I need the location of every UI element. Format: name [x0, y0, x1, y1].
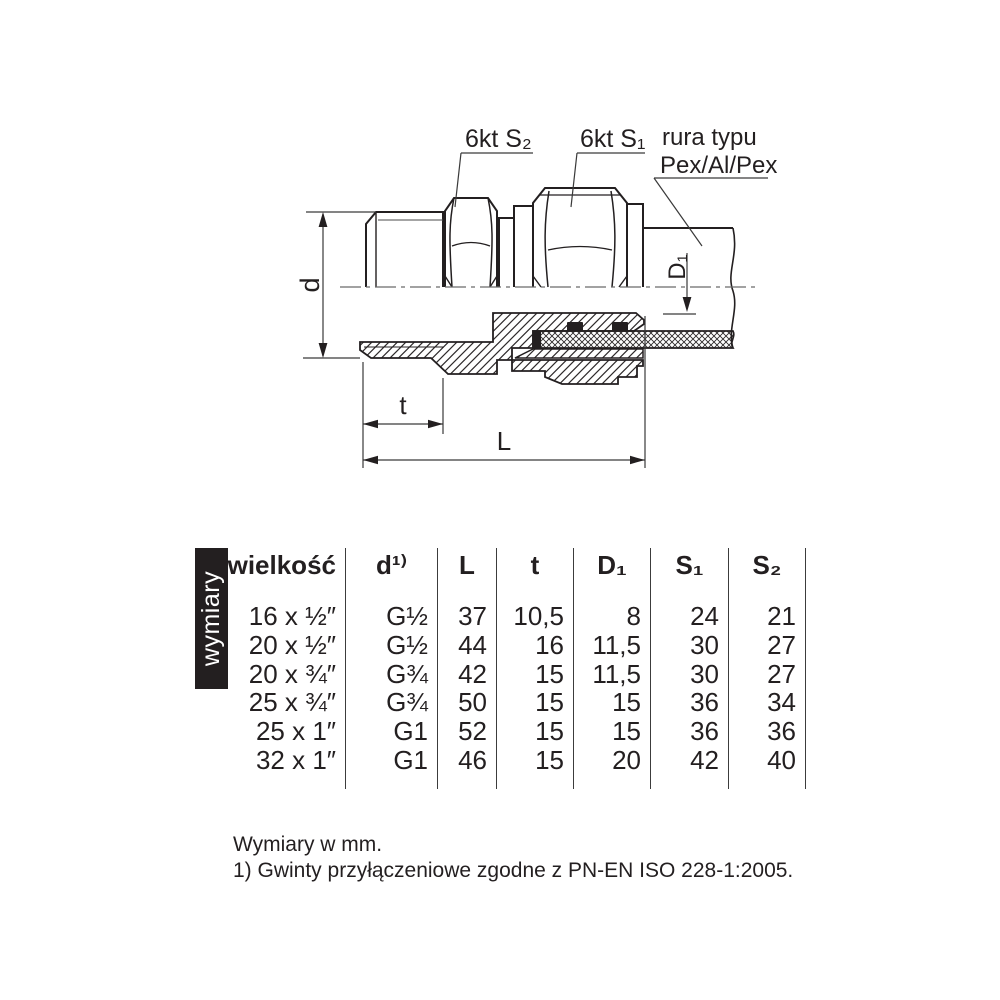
table-cell: 50 — [438, 688, 497, 717]
table-cell: 15 — [497, 717, 574, 746]
table-cell: 32 x 1″ — [228, 746, 346, 775]
table-cell: 8 — [574, 602, 651, 631]
table-cell: 40 — [729, 746, 806, 775]
table-side-label-bar — [195, 548, 228, 689]
note-thread-standard: 1) Gwinty przyłączeniowe zgodne z PN-EN ISO 228-1:2005. — [233, 859, 794, 882]
dim-label-d: d — [295, 277, 325, 293]
table-cell: G½ — [346, 631, 438, 660]
male-thread-end — [366, 212, 443, 287]
table-cell: 15 — [497, 688, 574, 717]
footnotes — [233, 832, 793, 884]
table-cell: 21 — [729, 602, 806, 631]
table-border-filler — [574, 775, 651, 789]
split-ring-section — [515, 349, 643, 358]
table-cell: 20 x ½″ — [228, 631, 346, 660]
table-cell: 16 — [497, 631, 574, 660]
table-header-cell: wielkość — [228, 548, 346, 602]
table-cell: 36 — [651, 717, 729, 746]
table-cell: 44 — [438, 631, 497, 660]
table-cell: G¾ — [346, 688, 438, 717]
table-cell: 20 x ¾″ — [228, 660, 346, 689]
pipe-end-face — [533, 331, 541, 348]
table-cell: 27 — [729, 631, 806, 660]
table-cell: 15 — [497, 660, 574, 689]
table-cell: 37 — [438, 602, 497, 631]
table-header-cell: S₂ — [729, 548, 806, 602]
dim-label-d1: D₁ — [664, 254, 691, 280]
table-border-filler — [438, 775, 497, 789]
table-cell: 10,5 — [497, 602, 574, 631]
table-cell: 11,5 — [574, 660, 651, 689]
pipe-wall-section — [533, 331, 734, 348]
table-cell: 34 — [729, 688, 806, 717]
union-ring — [514, 206, 533, 287]
table-cell: G1 — [346, 717, 438, 746]
table-cell: 52 — [438, 717, 497, 746]
section-lower-half — [360, 313, 734, 384]
table-cell: G½ — [346, 602, 438, 631]
table-cell: 16 x ½″ — [228, 602, 346, 631]
table-cell: 15 — [497, 746, 574, 775]
table-cell: 27 — [729, 660, 806, 689]
dim-label-t: t — [399, 390, 407, 420]
table-cell: 25 x ¾″ — [228, 688, 346, 717]
table-cell: 30 — [651, 631, 729, 660]
table-cell: G¾ — [346, 660, 438, 689]
dim-label-l: L — [496, 426, 512, 456]
table-cell: 20 — [574, 746, 651, 775]
nut-s1-section — [512, 360, 643, 384]
table-header-cell: d¹⁾ — [346, 548, 438, 602]
table-cell: 42 — [438, 660, 497, 689]
table-cell: 36 — [651, 688, 729, 717]
callout-pipe-type-2: Pex/Al/Pex — [660, 152, 778, 179]
table-header-cell: S₁ — [651, 548, 729, 602]
table-border-filler — [228, 775, 346, 789]
table-cell: 36 — [729, 717, 806, 746]
table-border-filler — [346, 775, 438, 789]
table-border-filler — [729, 775, 806, 789]
table-border-filler — [497, 775, 574, 789]
callout-hex-s2: 6kt S₂ — [465, 125, 532, 153]
table-border-filler — [651, 775, 729, 789]
table-cell: 15 — [574, 717, 651, 746]
table-cell: 15 — [574, 688, 651, 717]
table-cell: 24 — [651, 602, 729, 631]
table-cell: 11,5 — [574, 631, 651, 660]
callout-hex-s1: 6kt S₁ — [580, 125, 646, 153]
table-cell: 42 — [651, 746, 729, 775]
table-header-cell: L — [438, 548, 497, 602]
table-cell: 30 — [651, 660, 729, 689]
note-units: Wymiary w mm. — [233, 833, 383, 856]
o-ring — [612, 322, 628, 332]
callout-pipe-type-1: rura typu — [662, 124, 757, 151]
table-header-cell: t — [497, 548, 574, 602]
table-cell: 25 x 1″ — [228, 717, 346, 746]
table-header-cell: D₁ — [574, 548, 651, 602]
table-side-label: wymiary — [197, 570, 226, 667]
o-ring — [567, 322, 583, 332]
table-cell: G1 — [346, 746, 438, 775]
union-ring — [499, 218, 514, 287]
sleeve-ring — [627, 204, 643, 287]
dimensions-table — [228, 548, 806, 789]
table-cell: 46 — [438, 746, 497, 775]
pipe-break-line — [731, 228, 735, 348]
